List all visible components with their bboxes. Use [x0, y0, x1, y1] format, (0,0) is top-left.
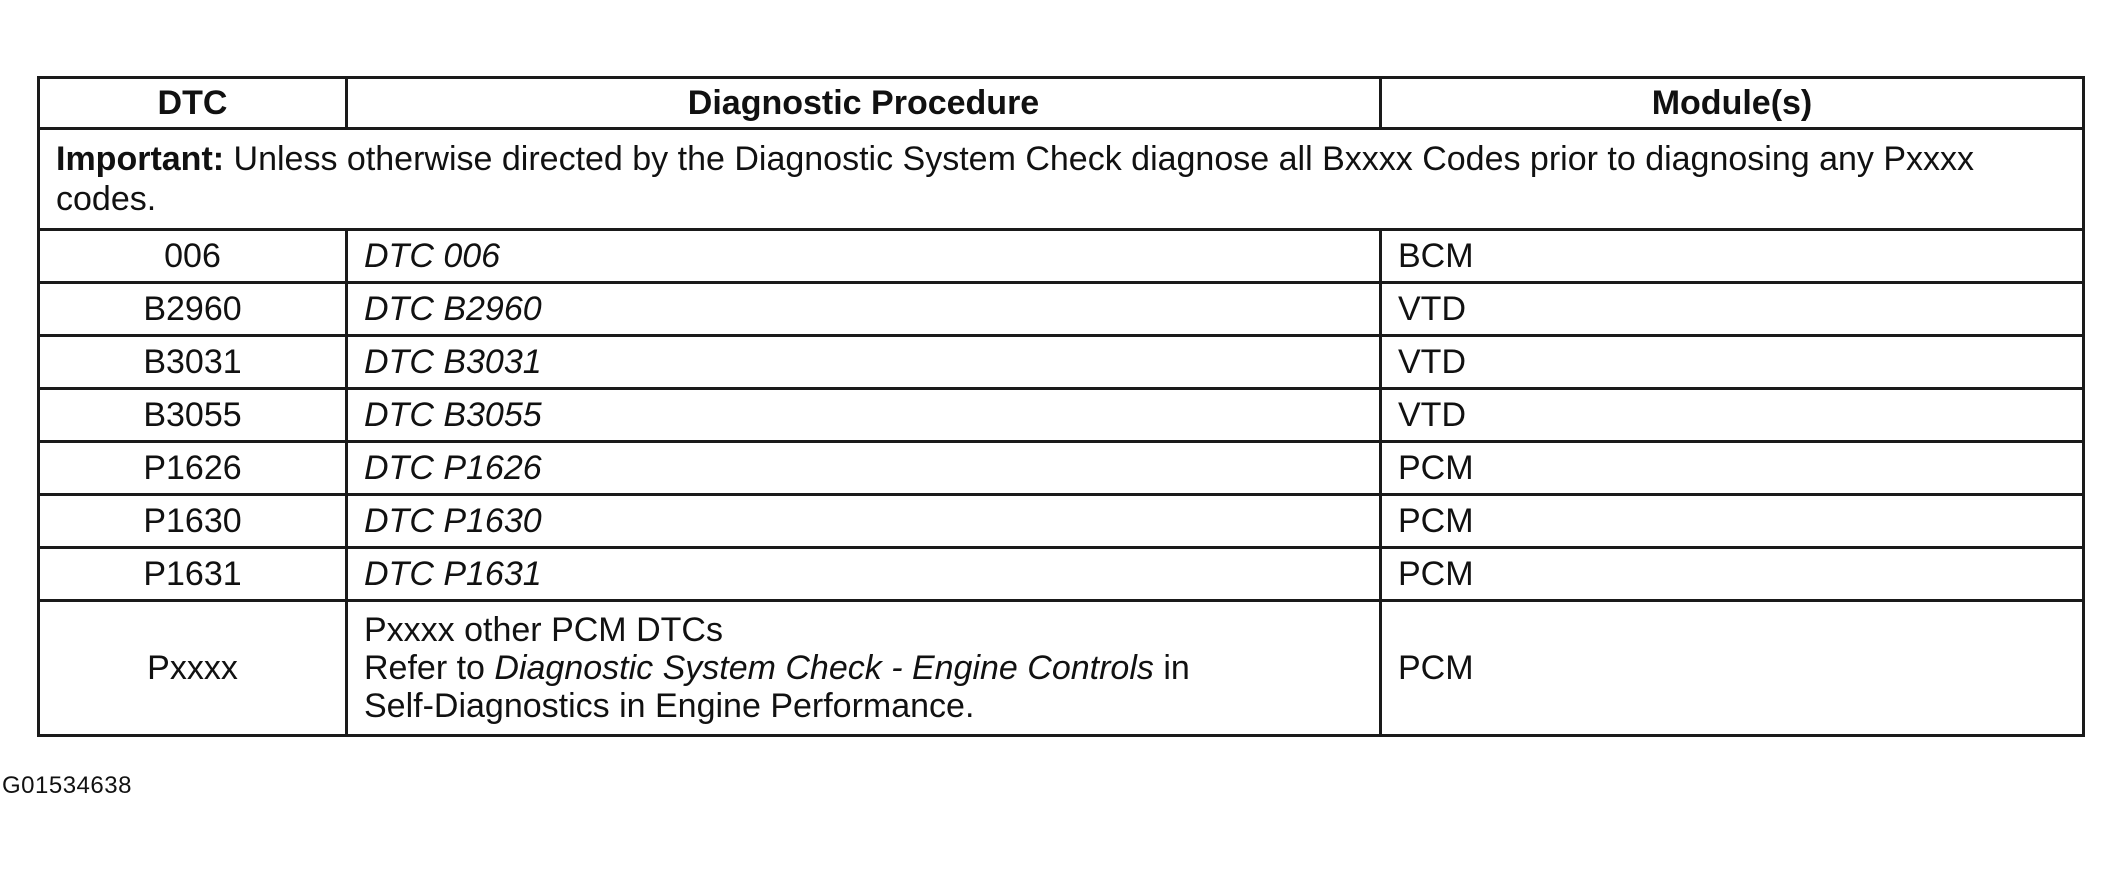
- table-row: [39, 230, 2084, 283]
- table-row: [39, 548, 2084, 601]
- procedure-link[interactable]: Diagnostic System Check - Engine Controls: [494, 649, 1154, 687]
- procedure-line-3: Self-Diagnostics in Engine Performance.: [364, 687, 975, 725]
- important-text: Unless otherwise directed by the Diagnostic System Check diagnose all Bxxxx Codes prior to diagnosing any Pxxxx codes.: [56, 140, 1975, 218]
- dtc-code: Pxxxx: [39, 601, 347, 736]
- procedure-link[interactable]: DTC P1626: [347, 442, 1381, 495]
- figure-id: G01534638: [2, 772, 132, 799]
- dtc-code: 006: [39, 230, 347, 283]
- module-name: PCM: [1381, 601, 2084, 736]
- module-name: VTD: [1381, 389, 2084, 442]
- dtc-code: P1631: [39, 548, 347, 601]
- procedure-link[interactable]: DTC B3031: [347, 336, 1381, 389]
- dtc-code: B3031: [39, 336, 347, 389]
- procedure-link[interactable]: DTC P1630: [347, 495, 1381, 548]
- table-row: [39, 442, 2084, 495]
- note-row: [39, 129, 2084, 230]
- module-name: VTD: [1381, 283, 2084, 336]
- table-row: [39, 495, 2084, 548]
- important-note: [39, 129, 2084, 230]
- procedure-link[interactable]: DTC B3055: [347, 389, 1381, 442]
- important-label: Important:: [56, 140, 225, 178]
- module-name: BCM: [1381, 230, 2084, 283]
- header-modules: Module(s): [1381, 78, 2084, 129]
- dtc-code: B2960: [39, 283, 347, 336]
- dtc-code: P1630: [39, 495, 347, 548]
- dtc-code: P1626: [39, 442, 347, 495]
- procedure-description: [347, 601, 1381, 736]
- procedure-link[interactable]: DTC 006: [347, 230, 1381, 283]
- module-name: VTD: [1381, 336, 2084, 389]
- module-name: PCM: [1381, 495, 2084, 548]
- dtc-code: B3055: [39, 389, 347, 442]
- table-row: [39, 283, 2084, 336]
- refer-prefix: Refer to: [364, 649, 495, 687]
- module-name: PCM: [1381, 442, 2084, 495]
- table-row: [39, 601, 2084, 736]
- procedure-line-1: Pxxxx other PCM DTCs: [364, 611, 723, 649]
- header-dtc: DTC: [39, 78, 347, 129]
- module-name: PCM: [1381, 548, 2084, 601]
- header-diagnostic-procedure: Diagnostic Procedure: [347, 78, 1381, 129]
- procedure-link[interactable]: DTC B2960: [347, 283, 1381, 336]
- table-row: [39, 389, 2084, 442]
- procedure-link[interactable]: DTC P1631: [347, 548, 1381, 601]
- refer-suffix: in: [1153, 649, 1190, 687]
- table-header-row: [39, 78, 2084, 129]
- dtc-table: [37, 76, 2085, 737]
- procedure-line-2: [364, 649, 1363, 687]
- table-row: [39, 336, 2084, 389]
